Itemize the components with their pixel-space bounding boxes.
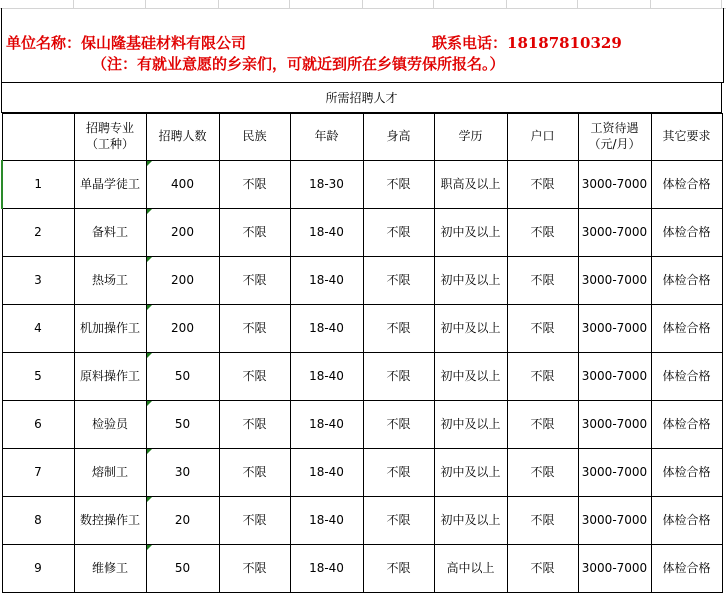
- cell-other-requirements[interactable]: 体检合格: [651, 305, 722, 353]
- cell-education[interactable]: 职高及以上: [434, 161, 507, 209]
- cell-household[interactable]: 不限: [507, 401, 578, 449]
- cell-height[interactable]: 不限: [363, 257, 434, 305]
- cell-ethnicity[interactable]: 不限: [219, 353, 290, 401]
- cell-ethnicity[interactable]: 不限: [219, 257, 290, 305]
- cell-height[interactable]: 不限: [363, 401, 434, 449]
- cell-height[interactable]: 不限: [363, 209, 434, 257]
- cell-headcount[interactable]: 200: [146, 257, 219, 305]
- cell-other-requirements[interactable]: 体检合格: [651, 161, 722, 209]
- cell-index[interactable]: 9: [2, 545, 74, 593]
- company-name: 单位名称：保山隆基硅材料有限公司: [6, 34, 247, 52]
- cell-age[interactable]: 18-40: [290, 497, 363, 545]
- cell-salary[interactable]: 3000-7000: [578, 545, 651, 593]
- cell-ethnicity[interactable]: 不限: [219, 497, 290, 545]
- cell-ethnicity[interactable]: 不限: [219, 545, 290, 593]
- cell-job-type[interactable]: 维修工: [74, 545, 146, 593]
- table-row: [2, 257, 722, 305]
- contact-phone: 联系电话：18187810329: [432, 34, 622, 52]
- cell-salary[interactable]: 3000-7000: [578, 209, 651, 257]
- cell-age[interactable]: 18-40: [290, 305, 363, 353]
- column-header-height[interactable]: 身高: [363, 114, 434, 161]
- cell-headcount[interactable]: 200: [146, 209, 219, 257]
- cell-education[interactable]: 初中及以上: [434, 305, 507, 353]
- cell-household[interactable]: 不限: [507, 353, 578, 401]
- column-header-headcount[interactable]: 招聘人数: [146, 114, 219, 161]
- cell-height[interactable]: 不限: [363, 305, 434, 353]
- cell-household[interactable]: 不限: [507, 497, 578, 545]
- cell-salary[interactable]: 3000-7000: [578, 305, 651, 353]
- column-header-ethnicity[interactable]: 民族: [219, 114, 290, 161]
- cell-job-type[interactable]: 检验员: [74, 401, 146, 449]
- cell-education[interactable]: 初中及以上: [434, 353, 507, 401]
- cell-household[interactable]: 不限: [507, 209, 578, 257]
- cell-index[interactable]: 3: [2, 257, 74, 305]
- cell-salary[interactable]: 3000-7000: [578, 497, 651, 545]
- cell-other-requirements[interactable]: 体检合格: [651, 401, 722, 449]
- cell-age[interactable]: 18-40: [290, 401, 363, 449]
- cell-salary[interactable]: 3000-7000: [578, 353, 651, 401]
- cell-job-type[interactable]: 热场工: [74, 257, 146, 305]
- cell-headcount[interactable]: 200: [146, 305, 219, 353]
- cell-headcount[interactable]: 30: [146, 449, 219, 497]
- cell-education[interactable]: 初中及以上: [434, 449, 507, 497]
- table-row: [2, 209, 722, 257]
- cell-ethnicity[interactable]: 不限: [219, 305, 290, 353]
- cell-index[interactable]: 4: [2, 305, 74, 353]
- title-cell[interactable]: [1, 8, 724, 83]
- cell-age[interactable]: 18-40: [290, 209, 363, 257]
- cell-household[interactable]: 不限: [507, 545, 578, 593]
- cell-height[interactable]: 不限: [363, 497, 434, 545]
- cell-other-requirements[interactable]: 体检合格: [651, 449, 722, 497]
- cell-household[interactable]: 不限: [507, 161, 578, 209]
- column-header-index[interactable]: [2, 114, 74, 161]
- cell-other-requirements[interactable]: 体检合格: [651, 545, 722, 593]
- cell-index[interactable]: 5: [2, 353, 74, 401]
- cell-ethnicity[interactable]: 不限: [219, 401, 290, 449]
- cell-education[interactable]: 初中及以上: [434, 401, 507, 449]
- cell-age[interactable]: 18-40: [290, 545, 363, 593]
- cell-household[interactable]: 不限: [507, 305, 578, 353]
- table-row: [2, 161, 722, 209]
- cell-index[interactable]: 2: [2, 209, 74, 257]
- cell-ethnicity[interactable]: 不限: [219, 161, 290, 209]
- cell-age[interactable]: 18-40: [290, 353, 363, 401]
- cell-household[interactable]: 不限: [507, 257, 578, 305]
- cell-salary[interactable]: 3000-7000: [578, 257, 651, 305]
- column-header-salary[interactable]: 工资待遇（元/月）: [578, 114, 651, 161]
- cell-education[interactable]: 初中及以上: [434, 497, 507, 545]
- cell-age[interactable]: 18-40: [290, 449, 363, 497]
- registration-note: （注：有就业意愿的乡亲们，可就近到所在乡镇劳保所报名。）: [92, 55, 505, 73]
- cell-job-type[interactable]: 单晶学徒工: [74, 161, 146, 209]
- column-header-age[interactable]: 年龄: [290, 114, 363, 161]
- cell-other-requirements[interactable]: 体检合格: [651, 497, 722, 545]
- cell-job-type[interactable]: 备料工: [74, 209, 146, 257]
- cell-height[interactable]: 不限: [363, 353, 434, 401]
- recruitment-table: [1, 113, 723, 593]
- cell-ethnicity[interactable]: 不限: [219, 209, 290, 257]
- cell-salary[interactable]: 3000-7000: [578, 161, 651, 209]
- column-header-household[interactable]: 户口: [507, 114, 578, 161]
- cell-headcount[interactable]: 400: [146, 161, 219, 209]
- table-row: [2, 545, 722, 593]
- column-header-job-type[interactable]: 招聘专业（工种）: [74, 114, 146, 161]
- column-header-education[interactable]: 学历: [434, 114, 507, 161]
- cell-job-type[interactable]: 原料操作工: [74, 353, 146, 401]
- cell-education[interactable]: 初中及以上: [434, 209, 507, 257]
- cell-height[interactable]: 不限: [363, 161, 434, 209]
- cell-salary[interactable]: 3000-7000: [578, 401, 651, 449]
- cell-index[interactable]: 6: [2, 401, 74, 449]
- header-row: [2, 114, 722, 161]
- cell-job-type[interactable]: 熔制工: [74, 449, 146, 497]
- cell-job-type[interactable]: 数控操作工: [74, 497, 146, 545]
- cell-index[interactable]: 1: [2, 161, 74, 209]
- cell-ethnicity[interactable]: 不限: [219, 449, 290, 497]
- table-row: [2, 401, 722, 449]
- cell-salary[interactable]: 3000-7000: [578, 449, 651, 497]
- cell-headcount[interactable]: 20: [146, 497, 219, 545]
- column-header-other-requirements[interactable]: 其它要求: [651, 114, 722, 161]
- section-title[interactable]: 所需招聘人才: [1, 82, 722, 113]
- table-row: [2, 305, 722, 353]
- cell-headcount[interactable]: 50: [146, 401, 219, 449]
- cell-household[interactable]: 不限: [507, 449, 578, 497]
- cell-other-requirements[interactable]: 体检合格: [651, 209, 722, 257]
- table-row: [2, 497, 722, 545]
- cell-job-type[interactable]: 机加操作工: [74, 305, 146, 353]
- cell-education[interactable]: 初中及以上: [434, 257, 507, 305]
- cell-height[interactable]: 不限: [363, 545, 434, 593]
- cell-age[interactable]: 18-30: [290, 161, 363, 209]
- cell-other-requirements[interactable]: 体检合格: [651, 353, 722, 401]
- cell-headcount[interactable]: 50: [146, 353, 219, 401]
- cell-index[interactable]: 8: [2, 497, 74, 545]
- cell-index[interactable]: 7: [2, 449, 74, 497]
- table-row: [2, 353, 722, 401]
- cell-other-requirements[interactable]: 体检合格: [651, 257, 722, 305]
- cell-age[interactable]: 18-40: [290, 257, 363, 305]
- cell-height[interactable]: 不限: [363, 449, 434, 497]
- cell-education[interactable]: 高中以上: [434, 545, 507, 593]
- table-row: [2, 449, 722, 497]
- cell-headcount[interactable]: 50: [146, 545, 219, 593]
